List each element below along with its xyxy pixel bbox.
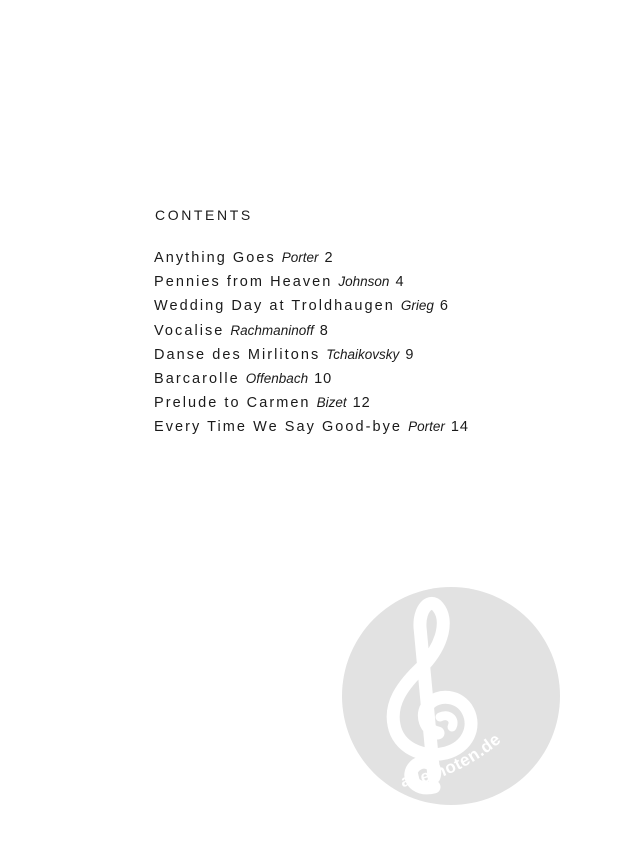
toc-composer: Bizet — [316, 395, 347, 411]
toc-title: Pennies from Heaven — [154, 274, 333, 291]
toc-page-number: 6 — [439, 298, 449, 315]
toc-title: Vocalise — [154, 322, 225, 339]
toc-page-number: 9 — [405, 346, 415, 363]
toc-list — [154, 249, 469, 443]
toc-page-number: 2 — [324, 250, 334, 266]
toc-composer: Rachmaninoff — [230, 322, 314, 338]
watermark-logo — [342, 587, 560, 805]
toc-composer: Porter — [408, 419, 445, 435]
toc-title: Wedding Day at Troldhaugen — [154, 298, 395, 315]
toc-title: Prelude to Carmen — [154, 395, 311, 412]
toc-entry — [154, 249, 469, 273]
toc-entry — [154, 346, 469, 370]
contents-heading: CONTENTS — [155, 207, 253, 223]
toc-page-number: 10 — [314, 370, 333, 387]
toc-entry — [154, 418, 469, 442]
toc-composer: Offenbach — [245, 370, 309, 386]
toc-title: Barcarolle — [154, 370, 240, 387]
toc-entry — [154, 273, 469, 297]
toc-title: Danse des Mirlitons — [154, 346, 321, 363]
toc-entry — [154, 394, 469, 418]
toc-entry — [154, 297, 469, 321]
watermark-text: alle-noten.de — [399, 729, 505, 792]
toc-composer: Porter — [281, 250, 319, 265]
toc-title: Anything Goes — [154, 250, 276, 266]
toc-composer: Grieg — [400, 298, 434, 314]
toc-page-number: 14 — [450, 419, 469, 436]
toc-entry — [154, 370, 469, 394]
toc-page-number: 4 — [395, 274, 405, 291]
toc-page-number: 12 — [352, 395, 371, 412]
toc-composer: Johnson — [338, 274, 390, 290]
toc-composer: Tchaikovsky — [326, 346, 400, 362]
toc-entry — [154, 322, 469, 346]
toc-title: Every Time We Say Good-bye — [154, 419, 403, 436]
toc-page-number: 8 — [319, 322, 329, 339]
